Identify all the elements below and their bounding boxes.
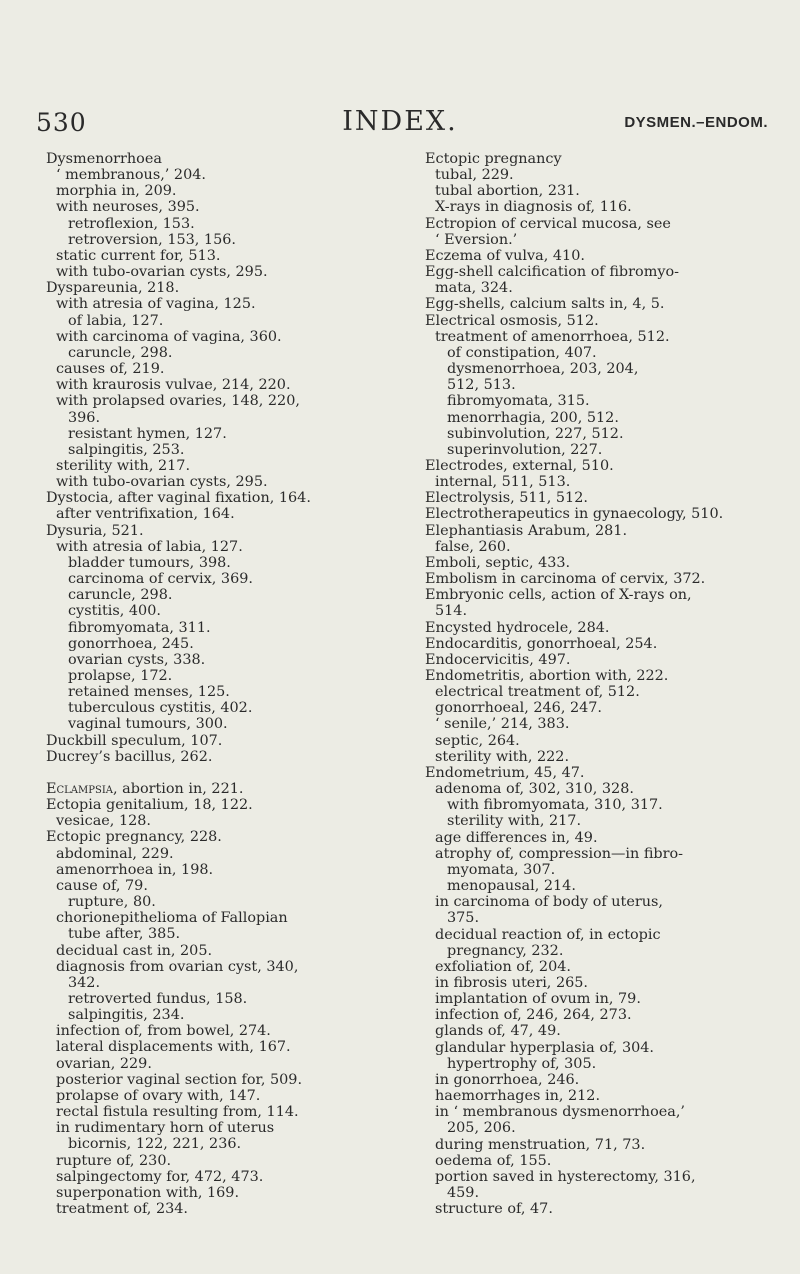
index-subentry: ‘ membranous,’ 204. xyxy=(56,167,206,184)
index-subentry: prolapse of ovary with, 147. xyxy=(56,1087,261,1104)
index-subentry: caruncle, 298. xyxy=(68,344,173,361)
index-subentry: with carcinoma of vagina, 360. xyxy=(56,328,282,345)
index-subentry: abdominal, 229. xyxy=(56,845,174,862)
index-subentry: prolapse, 172. xyxy=(68,668,173,684)
index-subentry: vaginal tumours, 300. xyxy=(68,716,228,733)
index-subentry: ovarian cysts, 338. xyxy=(68,651,206,668)
index-subentry: fibromyomata, 315. xyxy=(447,393,590,410)
index-subentry: in fibrosis uteri, 265. xyxy=(435,974,588,991)
index-entry: Egg-shells, calcium salts in, 4, 5. xyxy=(425,296,665,313)
index-subentry: decidual cast in, 205. xyxy=(56,942,213,959)
index-subentry: tubal abortion, 231. xyxy=(435,183,580,200)
index-subentry: 512, 513. xyxy=(447,377,516,394)
index-entry: Electrical osmosis, 512. xyxy=(425,312,599,329)
index-subentry: rectal fistula resulting from, 114. xyxy=(56,1104,299,1121)
index-subentry: dysmenorrhoea, 203, 204, xyxy=(447,361,639,378)
index-subentry: decidual reaction of, in ectopic xyxy=(435,926,661,943)
index-entry: Eclampsia, abortion in, 221. xyxy=(46,780,244,797)
index-subentry: superinvolution, 227. xyxy=(447,441,603,458)
index-subentry: amenorrhoea in, 198. xyxy=(56,861,214,878)
index-subentry: cystitis, 400. xyxy=(68,603,161,620)
index-subentry: caruncle, 298. xyxy=(68,587,173,604)
index-subentry: subinvolution, 227, 512. xyxy=(447,425,624,442)
index-subentry: infection of, 246, 264, 273. xyxy=(435,1007,632,1024)
index-subentry: lateral displacements with, 167. xyxy=(56,1039,291,1056)
index-subentry: sterility with, 222. xyxy=(435,748,570,765)
index-subentry: with fibromyomata, 310, 317. xyxy=(447,797,663,814)
index-subentry: exfoliation of, 204. xyxy=(435,958,571,975)
index-subentry: atrophy of, compression—in fibro- xyxy=(435,845,684,862)
section-gap xyxy=(46,765,408,781)
index-entry: Dysuria, 521. xyxy=(46,522,144,539)
index-subentry: retroversion, 153, 156. xyxy=(68,231,236,248)
index-subentry: cause of, 79. xyxy=(56,877,148,894)
index-subentry: bicornis, 122, 221, 236. xyxy=(68,1136,242,1153)
index-entry: Ectopic pregnancy xyxy=(425,151,562,167)
index-subentry: adenoma of, 302, 310, 328. xyxy=(435,781,634,798)
index-subentry: ‘ senile,’ 214, 383. xyxy=(435,716,570,733)
index-subentry: retroverted fundus, 158. xyxy=(68,990,248,1007)
index-entry: Dysmenorrhoea xyxy=(46,151,162,167)
index-subentry: diagnosis from ovarian cyst, 340, xyxy=(56,958,299,975)
index-subentry: static current for, 513. xyxy=(56,247,221,264)
page-number: 530 xyxy=(36,108,87,137)
index-entry: Elephantiasis Arabum, 281. xyxy=(425,522,628,539)
index-subentry: causes of, 219. xyxy=(56,361,165,378)
index-subentry: morphia in, 209. xyxy=(56,183,177,200)
index-subentry: menopausal, 214. xyxy=(447,878,576,895)
index-subentry: with tubo-ovarian cysts, 295. xyxy=(56,474,268,491)
index-column-right xyxy=(425,151,777,1217)
index-subentry: tube after, 385. xyxy=(68,926,181,943)
index-subentry: internal, 511, 513. xyxy=(435,474,571,491)
index-subentry: 205, 206. xyxy=(447,1120,516,1137)
index-subentry: myomata, 307. xyxy=(447,861,556,878)
index-subentry: tubal, 229. xyxy=(435,167,514,184)
index-subentry: with prolapsed ovaries, 148, 220, xyxy=(56,393,300,410)
index-subentry: haemorrhages in, 212. xyxy=(435,1088,601,1105)
index-entry: Endometritis, abortion with, 222. xyxy=(425,668,669,684)
index-subentry: treatment of amenorrhoea, 512. xyxy=(435,328,670,345)
index-subentry: structure of, 47. xyxy=(435,1201,553,1218)
index-subentry: tuberculous cystitis, 402. xyxy=(68,700,253,717)
index-subentry: retroflexion, 153. xyxy=(68,215,195,232)
index-subentry: fibromyomata, 311. xyxy=(68,619,211,636)
index-subentry: rupture of, 230. xyxy=(56,1152,172,1169)
index-subentry: salpingitis, 253. xyxy=(68,441,185,458)
index-subentry: false, 260. xyxy=(435,538,511,555)
index-entry: Ectopia genitalium, 18, 122. xyxy=(46,797,253,814)
index-subentry: glands of, 47, 49. xyxy=(435,1023,561,1040)
index-subentry: 459. xyxy=(447,1185,480,1201)
index-subentry: gonorrhoeal, 246, 247. xyxy=(435,700,603,717)
index-entry: Dystocia, after vaginal fixation, 164. xyxy=(46,490,311,507)
index-subentry: age differences in, 49. xyxy=(435,829,598,846)
index-subentry: electrical treatment of, 512. xyxy=(435,684,640,701)
index-subentry: salpingectomy for, 472, 473. xyxy=(56,1168,264,1185)
index-subentry: of constipation, 407. xyxy=(447,344,597,361)
index-subentry: oedema of, 155. xyxy=(435,1152,552,1169)
index-range: DYSMEN.–ENDOM. xyxy=(624,114,768,131)
index-entry: Encysted hydrocele, 284. xyxy=(425,619,610,636)
index-subentry: mata, 324. xyxy=(435,280,513,297)
index-subentry: bladder tumours, 398. xyxy=(68,554,231,571)
index-subentry: superponation with, 169. xyxy=(56,1184,240,1201)
index-entry: Ectropion of cervical mucosa, see xyxy=(425,215,671,232)
index-subentry: infection of, from bowel, 274. xyxy=(56,1023,271,1040)
index-subentry: 375. xyxy=(447,910,480,927)
index-subentry: in ‘ membranous dysmenorrhoea,’ xyxy=(435,1104,685,1121)
index-subentry: ‘ Eversion.’ xyxy=(435,231,518,248)
index-entry: Electrodes, external, 510. xyxy=(425,457,614,474)
index-entry: Ectopic pregnancy, 228. xyxy=(46,829,222,846)
index-entry: Endocervicitis, 497. xyxy=(425,651,571,668)
index-entry: Egg-shell calcification of fibromyo- xyxy=(425,264,679,281)
index-subentry: vesicae, 128. xyxy=(56,813,151,830)
index-subentry: during menstruation, 71, 73. xyxy=(435,1136,646,1153)
index-subentry: gonorrhoea, 245. xyxy=(68,635,194,652)
index-subentry: in rudimentary horn of uterus xyxy=(56,1120,275,1137)
index-subentry: salpingitis, 234. xyxy=(68,1007,185,1024)
index-subentry: treatment of, 234. xyxy=(56,1201,188,1217)
index-subentry: with neuroses, 395. xyxy=(56,199,200,216)
index-subentry: implantation of ovum in, 79. xyxy=(435,991,641,1008)
index-column-left xyxy=(46,151,408,1217)
index-subentry: ovarian, 229. xyxy=(56,1055,152,1072)
index-entry: Dyspareunia, 218. xyxy=(46,280,180,297)
index-entry: Embolism in carcinoma of cervix, 372. xyxy=(425,571,706,588)
index-entry: Endocarditis, gonorrhoeal, 254. xyxy=(425,635,658,652)
index-subentry: sterility with, 217. xyxy=(56,457,191,474)
index-subentry: X-rays in diagnosis of, 116. xyxy=(435,199,632,216)
index-subentry: with atresia of vagina, 125. xyxy=(56,296,256,313)
index-subentry: 396. xyxy=(68,409,101,426)
page-header xyxy=(0,104,800,144)
index-subentry: with atresia of labia, 127. xyxy=(56,538,243,555)
index-subentry: septic, 264. xyxy=(435,732,520,749)
index-entry: Duckbill speculum, 107. xyxy=(46,732,223,749)
index-subentry: retained menses, 125. xyxy=(68,684,230,701)
index-subentry: carcinoma of cervix, 369. xyxy=(68,571,253,588)
index-subentry: portion saved in hysterectomy, 316, xyxy=(435,1168,696,1185)
index-entry: Electrotherapeutics in gynaecology, 510. xyxy=(425,506,724,523)
index-subentry: resistant hymen, 127. xyxy=(68,425,227,442)
index-subentry: of labia, 127. xyxy=(68,312,164,329)
index-subentry: posterior vaginal section for, 509. xyxy=(56,1071,303,1088)
index-entry: Emboli, septic, 433. xyxy=(425,554,571,571)
index-subentry: 342. xyxy=(68,974,101,991)
index-subentry: with kraurosis vulvae, 214, 220. xyxy=(56,377,291,394)
index-entry: Endometrium, 45, 47. xyxy=(425,764,585,781)
index-subentry: sterility with, 217. xyxy=(447,813,582,830)
index-entry: Embryonic cells, action of X-rays on, xyxy=(425,587,692,604)
index-subentry: glandular hyperplasia of, 304. xyxy=(435,1039,654,1056)
index-subentry: chorionepithelioma of Fallopian xyxy=(56,910,288,927)
index-entry: Eczema of vulva, 410. xyxy=(425,247,585,264)
index-entry: Ducrey’s bacillus, 262. xyxy=(46,748,213,765)
running-title: INDEX. xyxy=(342,106,458,137)
index-subentry: 514. xyxy=(435,603,468,620)
index-subentry: pregnancy, 232. xyxy=(447,942,564,959)
index-subentry: hypertrophy of, 305. xyxy=(447,1055,597,1072)
index-subentry: in gonorrhoea, 246. xyxy=(435,1071,580,1088)
index-subentry: after ventrifixation, 164. xyxy=(56,506,235,523)
index-subentry: rupture, 80. xyxy=(68,894,156,911)
index-subentry: in carcinoma of body of uterus, xyxy=(435,894,663,911)
index-subentry: with tubo-ovarian cysts, 295. xyxy=(56,264,268,281)
index-subentry: menorrhagia, 200, 512. xyxy=(447,409,619,426)
index-entry: Electrolysis, 511, 512. xyxy=(425,490,588,507)
